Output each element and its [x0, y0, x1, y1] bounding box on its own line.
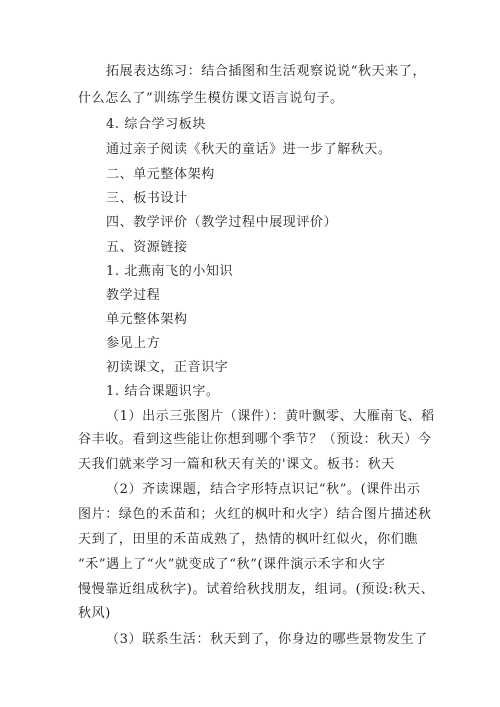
- text-line-resource-1: 1. 北燕南飞的小知识: [106, 264, 234, 279]
- section-heading-4: 四、教学评价（教学过程中展现评价）: [106, 215, 338, 230]
- text-line-para2-6: 秋风): [78, 606, 111, 621]
- text-line-teaching-process: 教学过程: [106, 288, 161, 303]
- text-line-para2-1: （2）齐读课题，结合字形特点识记“秋”。(课件出示: [106, 482, 421, 497]
- text-line-para2-3: 天到了，田里的禾苗成熟了，热情的枫叶红似火，你们瞧: [78, 532, 419, 547]
- text-line-step-1: 1. 结合课题识字。: [106, 384, 220, 399]
- text-line-unit-structure: 单元整体架构: [106, 312, 188, 327]
- text-line-para2-4: “禾”遇上了“火”就变成了“秋”(课件演示禾字和火字: [78, 557, 386, 572]
- text-line-para1-3: 天我们就来学习一篇和秋天有关的'课文。板书：秋天: [78, 457, 395, 472]
- text-line-para1-2: 谷丰收。看到这些能让你想到哪个季节？（预设：秋天）今: [78, 432, 432, 447]
- text-line-para3-1: （3）联系生活：秋天到了，你身边的哪些景物发生了: [106, 632, 428, 647]
- text-line-para2-2: 图片：绿色的禾苗和；火红的枫叶和火字）结合图片描述秋: [78, 507, 432, 522]
- section-heading-3: 三、板书设计: [106, 191, 188, 206]
- section-heading-5: 五、资源链接: [106, 240, 188, 255]
- text-line-para2-5: 慢慢靠近组成秋字)。试着给秋找朋友，组词。(预设:秋天、: [78, 582, 435, 597]
- text-line-practice-2: 什么怎么了”训练学生模仿课文语言说句子。: [78, 91, 344, 106]
- text-line-heading-4: 4. 综合学习板块: [106, 117, 206, 132]
- section-heading-2: 二、单元整体架构: [106, 167, 215, 182]
- text-line-reading: 通过亲子阅读《秋天的童话》进一步了解秋天。: [106, 142, 392, 157]
- text-line-see-above: 参见上方: [106, 336, 161, 351]
- text-line-first-reading: 初读课文，正音识字: [106, 360, 229, 375]
- text-line-practice-1: 拓展表达练习：结合插图和生活观察说说“秋天来了，: [106, 64, 427, 79]
- text-line-para1-1: （1）出示三张图片（课件）：黄叶飘零、大雁南飞、稻: [106, 409, 435, 424]
